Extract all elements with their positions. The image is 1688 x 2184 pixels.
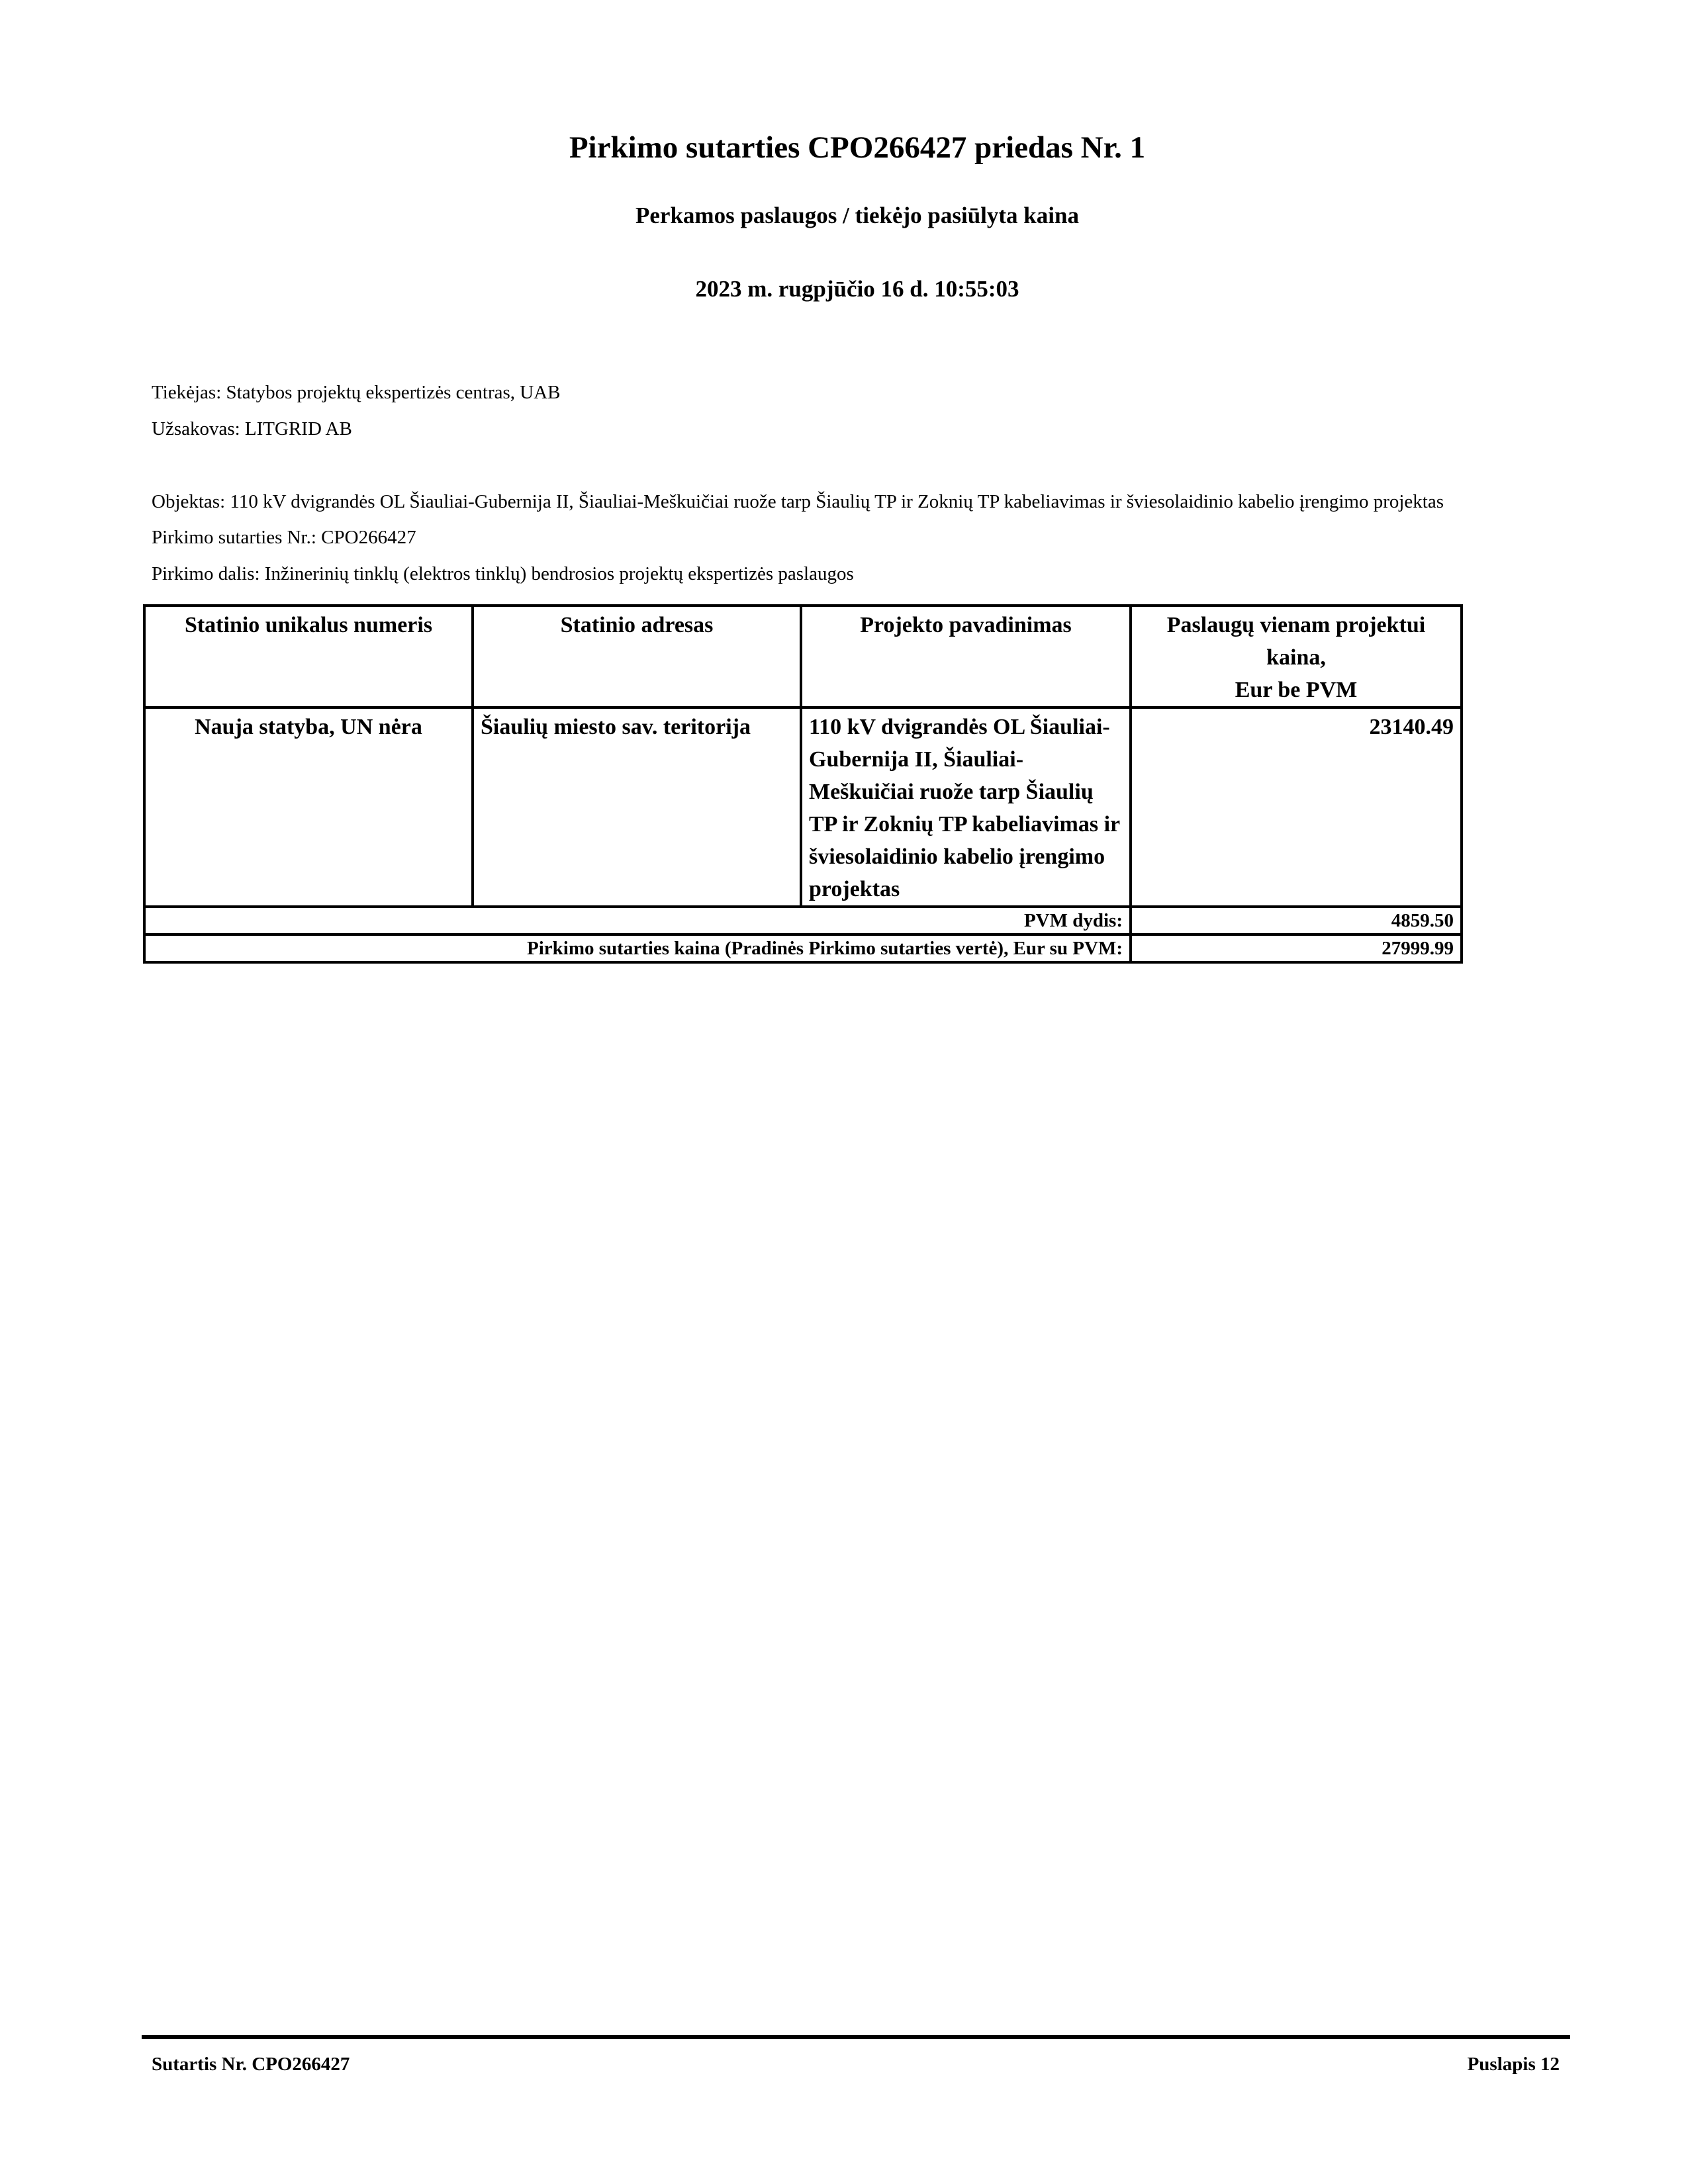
total-row (144, 934, 1462, 962)
document-date: 2023 m. rugpjūčio 16 d. 10:55:03 (695, 276, 1019, 302)
header-price: Paslaugų vienam projektui kaina, Eur be PVM (1131, 606, 1462, 707)
footer-divider (142, 2035, 1570, 2039)
document-title: Pirkimo sutarties CPO266427 priedas Nr. 1 (569, 130, 1146, 165)
purchase-part-line: Pirkimo dalis: Inžinerinių tinklų (elektros tinklų) bendrosios projektų ekspertizės paslaugos (152, 563, 854, 584)
client-line: Užsakovas: LITGRID AB (152, 418, 352, 439)
table-header-row (144, 606, 1462, 707)
vat-label: PVM dydis: (144, 907, 1131, 934)
supplier-line: Tiekėjas: Statybos projektų ekspertizės centras, UAB (152, 382, 561, 403)
total-label: Pirkimo sutarties kaina (Pradinės Pirkimo sutarties vertė), Eur su PVM: (144, 934, 1131, 962)
document-subtitle: Perkamos paslaugos / tiekėjo pasiūlyta kaina (635, 203, 1079, 228)
cell-project-name: 110 kV dvigrandės OL Šiauliai-Gubernija II, Šiauliai-Meškuičiai ruože tarp Šiaulių TP ir Zoknių TP kabeliavimas ir šviesolaidinio kabelio įrengimo projektas (801, 707, 1131, 907)
cell-unique-number: Nauja statyba, UN nėra (144, 707, 473, 907)
cell-price: 23140.49 (1131, 707, 1462, 907)
object-line: Objektas: 110 kV dvigrandės OL Šiauliai-Gubernija II, Šiauliai-Meškuičiai ruože tarp Šiaulių TP ir Zoknių TP kabeliavimas ir šviesolaidinio kabelio įrengimo projektas (152, 491, 1444, 512)
vat-row (144, 907, 1462, 934)
table-row (144, 707, 1462, 907)
services-price-table (143, 604, 1463, 964)
header-project-name: Projekto pavadinimas (801, 606, 1131, 707)
cell-address: Šiaulių miesto sav. teritorija (473, 707, 801, 907)
footer-page-number: Puslapis 12 (1467, 2054, 1560, 2075)
header-unique-number: Statinio unikalus numeris (144, 606, 473, 707)
footer-contract-number: Sutartis Nr. CPO266427 (152, 2054, 350, 2075)
vat-value: 4859.50 (1131, 907, 1462, 934)
total-value: 27999.99 (1131, 934, 1462, 962)
contract-number-line: Pirkimo sutarties Nr.: CPO266427 (152, 527, 416, 548)
header-address: Statinio adresas (473, 606, 801, 707)
